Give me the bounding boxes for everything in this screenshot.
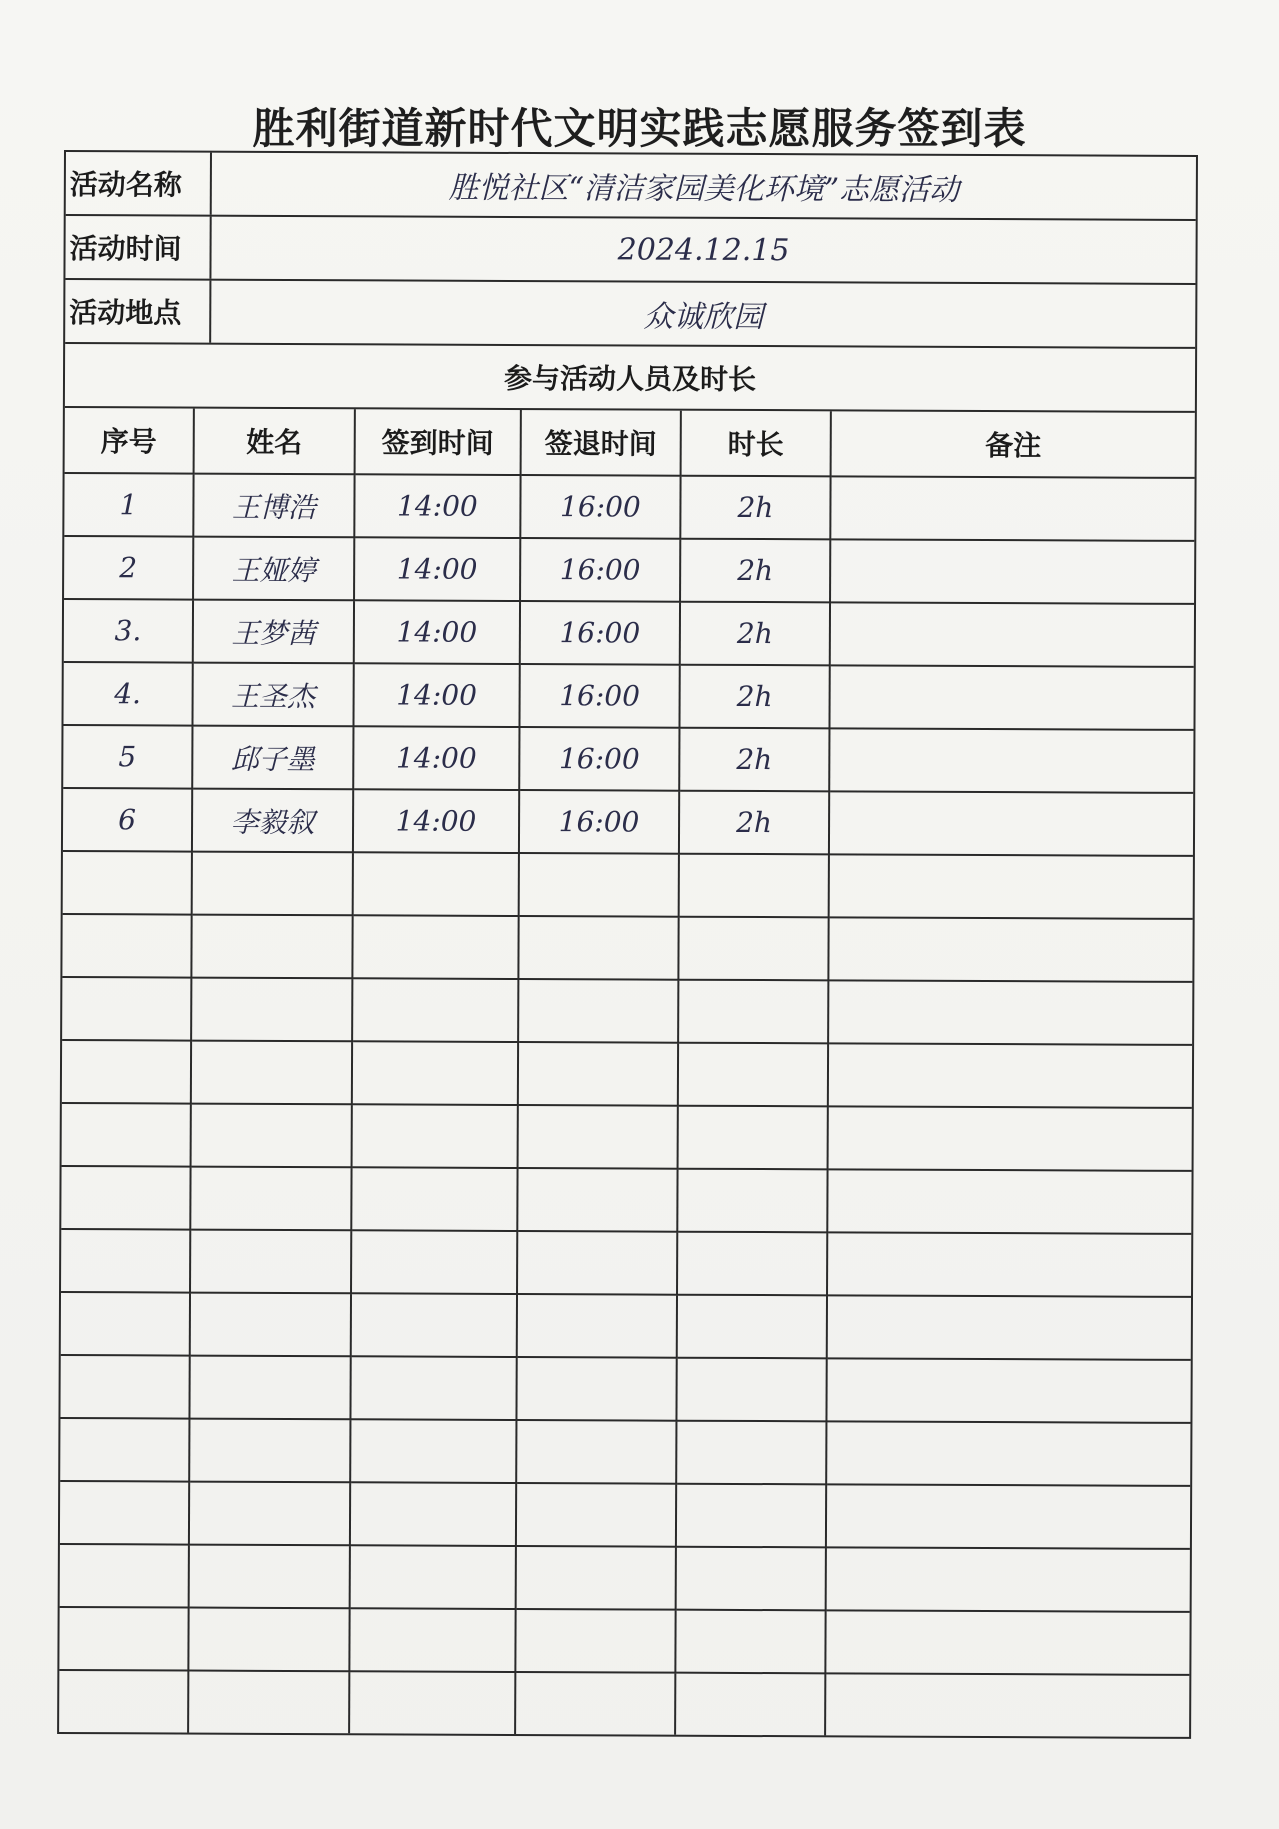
empty-cell — [516, 1483, 676, 1547]
empty-cell — [62, 977, 191, 1041]
table-row — [64, 473, 1194, 541]
participant-name: 李毅叙 — [192, 789, 353, 853]
empty-cell — [63, 851, 192, 915]
table-header-row — [65, 408, 1195, 478]
participants-table — [59, 408, 1195, 1737]
empty-cell — [190, 1230, 351, 1294]
activity-place-label: 活动地点 — [65, 280, 211, 343]
empty-cell — [826, 1421, 1190, 1486]
duration: 2h — [679, 665, 829, 729]
empty-table-row — [61, 1292, 1191, 1360]
empty-cell — [515, 1609, 675, 1673]
empty-cell — [516, 1357, 676, 1421]
empty-cell — [677, 1169, 827, 1233]
empty-cell — [192, 852, 353, 916]
column-header-signout: 签退时间 — [521, 410, 681, 476]
empty-cell — [352, 1104, 518, 1168]
empty-cell — [676, 1547, 826, 1611]
empty-cell — [518, 1042, 678, 1106]
empty-cell — [826, 1484, 1190, 1549]
empty-cell — [825, 1673, 1189, 1737]
empty-table-row — [61, 1166, 1191, 1234]
empty-cell — [828, 980, 1192, 1045]
empty-cell — [60, 1355, 189, 1419]
column-header-signin: 签到时间 — [355, 409, 521, 475]
table-row — [63, 725, 1193, 793]
duration: 2h — [680, 602, 830, 666]
empty-cell — [191, 1104, 352, 1168]
empty-table-row — [60, 1481, 1190, 1549]
empty-cell — [677, 1295, 827, 1359]
table-row — [64, 599, 1194, 667]
empty-cell — [351, 1230, 517, 1294]
empty-cell — [60, 1544, 189, 1608]
empty-cell — [678, 1106, 828, 1170]
note — [830, 539, 1194, 604]
note — [829, 665, 1193, 730]
empty-table-row — [59, 1670, 1189, 1737]
empty-cell — [60, 1418, 189, 1482]
participants-section-title: 参与活动人员及时长 — [65, 344, 1195, 413]
empty-cell — [517, 1294, 677, 1358]
empty-cell — [827, 1232, 1191, 1297]
empty-cell — [62, 1103, 191, 1167]
participant-name: 王娅婷 — [193, 537, 354, 601]
duration: 2h — [680, 539, 830, 603]
activity-name-value: 胜悦社区“清洁家园美化环境”志愿活动 — [448, 170, 960, 208]
empty-cell — [828, 1106, 1192, 1171]
signout-time: 16:00 — [519, 664, 679, 728]
participant-name: 王博浩 — [193, 474, 354, 538]
empty-table-row — [59, 1607, 1189, 1675]
duration: 2h — [680, 476, 830, 540]
empty-table-row — [62, 1103, 1192, 1171]
empty-cell — [189, 1482, 350, 1546]
activity-name-label: 活动名称 — [66, 152, 212, 215]
empty-cell — [518, 979, 678, 1043]
column-header-name: 姓名 — [194, 409, 355, 475]
empty-cell — [675, 1610, 825, 1674]
signin-time: 14:00 — [354, 474, 520, 538]
column-header-duration: 时长 — [681, 411, 831, 477]
empty-cell — [351, 1167, 517, 1231]
empty-cell — [828, 1043, 1192, 1108]
empty-cell — [678, 917, 828, 981]
empty-cell — [517, 1168, 677, 1232]
activity-time-label: 活动时间 — [65, 216, 211, 279]
note — [830, 602, 1194, 667]
empty-cell — [676, 1421, 826, 1485]
signout-time: 16:00 — [520, 475, 680, 539]
signout-time: 16:00 — [520, 601, 680, 665]
empty-cell — [675, 1673, 825, 1736]
empty-cell — [350, 1482, 516, 1546]
empty-cell — [827, 1169, 1191, 1234]
empty-cell — [189, 1419, 350, 1483]
empty-cell — [191, 915, 352, 979]
signin-time: 14:00 — [353, 726, 519, 790]
empty-table-row — [63, 851, 1193, 919]
note — [829, 791, 1193, 856]
duration: 2h — [679, 791, 829, 855]
empty-cell — [517, 1231, 677, 1295]
row-number: 1 — [64, 473, 193, 537]
empty-cell — [188, 1608, 349, 1672]
duration: 2h — [679, 728, 829, 792]
empty-cell — [190, 1167, 351, 1231]
empty-cell — [62, 1040, 191, 1104]
signin-time: 14:00 — [353, 663, 519, 727]
empty-cell — [350, 1545, 516, 1609]
empty-cell — [188, 1671, 349, 1734]
empty-cell — [59, 1670, 188, 1733]
empty-cell — [349, 1671, 515, 1734]
empty-cell — [350, 1356, 516, 1420]
empty-cell — [519, 853, 679, 917]
empty-cell — [191, 1041, 352, 1105]
signin-time: 14:00 — [353, 789, 519, 853]
empty-cell — [62, 914, 191, 978]
empty-cell — [516, 1546, 676, 1610]
empty-cell — [828, 917, 1192, 982]
empty-cell — [678, 980, 828, 1044]
empty-cell — [678, 1043, 828, 1107]
empty-cell — [825, 1610, 1189, 1675]
empty-cell — [61, 1229, 190, 1293]
signin-time: 14:00 — [354, 537, 520, 601]
signin-time: 14:00 — [354, 600, 520, 664]
empty-cell — [353, 852, 519, 916]
empty-cell — [352, 915, 518, 979]
empty-table-row — [62, 1040, 1192, 1108]
empty-table-row — [60, 1418, 1190, 1486]
activity-place-row — [65, 280, 1195, 349]
empty-cell — [829, 854, 1193, 919]
empty-cell — [352, 1041, 518, 1105]
empty-cell — [827, 1295, 1191, 1360]
participant-name: 王梦茜 — [193, 600, 354, 664]
empty-cell — [61, 1166, 190, 1230]
empty-cell — [515, 1672, 675, 1735]
sheet-title: 胜利街道新时代文明实践志愿服务签到表 — [252, 104, 1027, 153]
empty-cell — [677, 1232, 827, 1296]
empty-cell — [351, 1293, 517, 1357]
activity-place-value: 众诚欣园 — [643, 299, 764, 336]
signout-time: 16:00 — [520, 538, 680, 602]
empty-cell — [189, 1545, 350, 1609]
activity-name-row — [66, 152, 1196, 221]
note — [829, 728, 1193, 793]
activity-time-row — [65, 216, 1195, 285]
empty-cell — [189, 1356, 350, 1420]
empty-cell — [676, 1484, 826, 1548]
empty-table-row — [61, 1229, 1191, 1297]
note — [830, 476, 1194, 541]
participant-name: 王圣杰 — [192, 663, 353, 727]
activity-time-value: 2024.12.15 — [617, 231, 790, 268]
empty-table-row — [60, 1355, 1190, 1423]
row-number: 4. — [63, 662, 192, 726]
row-number: 2 — [64, 536, 193, 600]
row-number: 3. — [64, 599, 193, 663]
empty-cell — [518, 1105, 678, 1169]
participant-name: 邱子墨 — [192, 726, 353, 790]
empty-table-row — [62, 977, 1192, 1045]
empty-cell — [191, 978, 352, 1042]
column-header-note: 备注 — [831, 411, 1195, 478]
empty-cell — [352, 978, 518, 1042]
table-row — [64, 536, 1194, 604]
empty-cell — [59, 1607, 188, 1671]
empty-cell — [61, 1292, 190, 1356]
row-number: 5 — [63, 725, 192, 789]
empty-table-row — [60, 1544, 1190, 1612]
participants-rows — [59, 473, 1194, 1737]
empty-cell — [518, 916, 678, 980]
signout-time: 16:00 — [519, 790, 679, 854]
column-header-no: 序号 — [65, 408, 194, 474]
sign-in-form — [57, 150, 1198, 1739]
empty-table-row — [62, 914, 1192, 982]
empty-cell — [679, 854, 829, 918]
table-row — [63, 662, 1193, 730]
signout-time: 16:00 — [519, 727, 679, 791]
empty-cell — [676, 1358, 826, 1422]
empty-cell — [190, 1293, 351, 1357]
empty-cell — [516, 1420, 676, 1484]
table-row — [63, 788, 1193, 856]
row-number: 6 — [63, 788, 192, 852]
empty-cell — [826, 1358, 1190, 1423]
empty-cell — [350, 1419, 516, 1483]
empty-cell — [60, 1481, 189, 1545]
empty-cell — [349, 1608, 515, 1672]
empty-cell — [826, 1547, 1190, 1612]
